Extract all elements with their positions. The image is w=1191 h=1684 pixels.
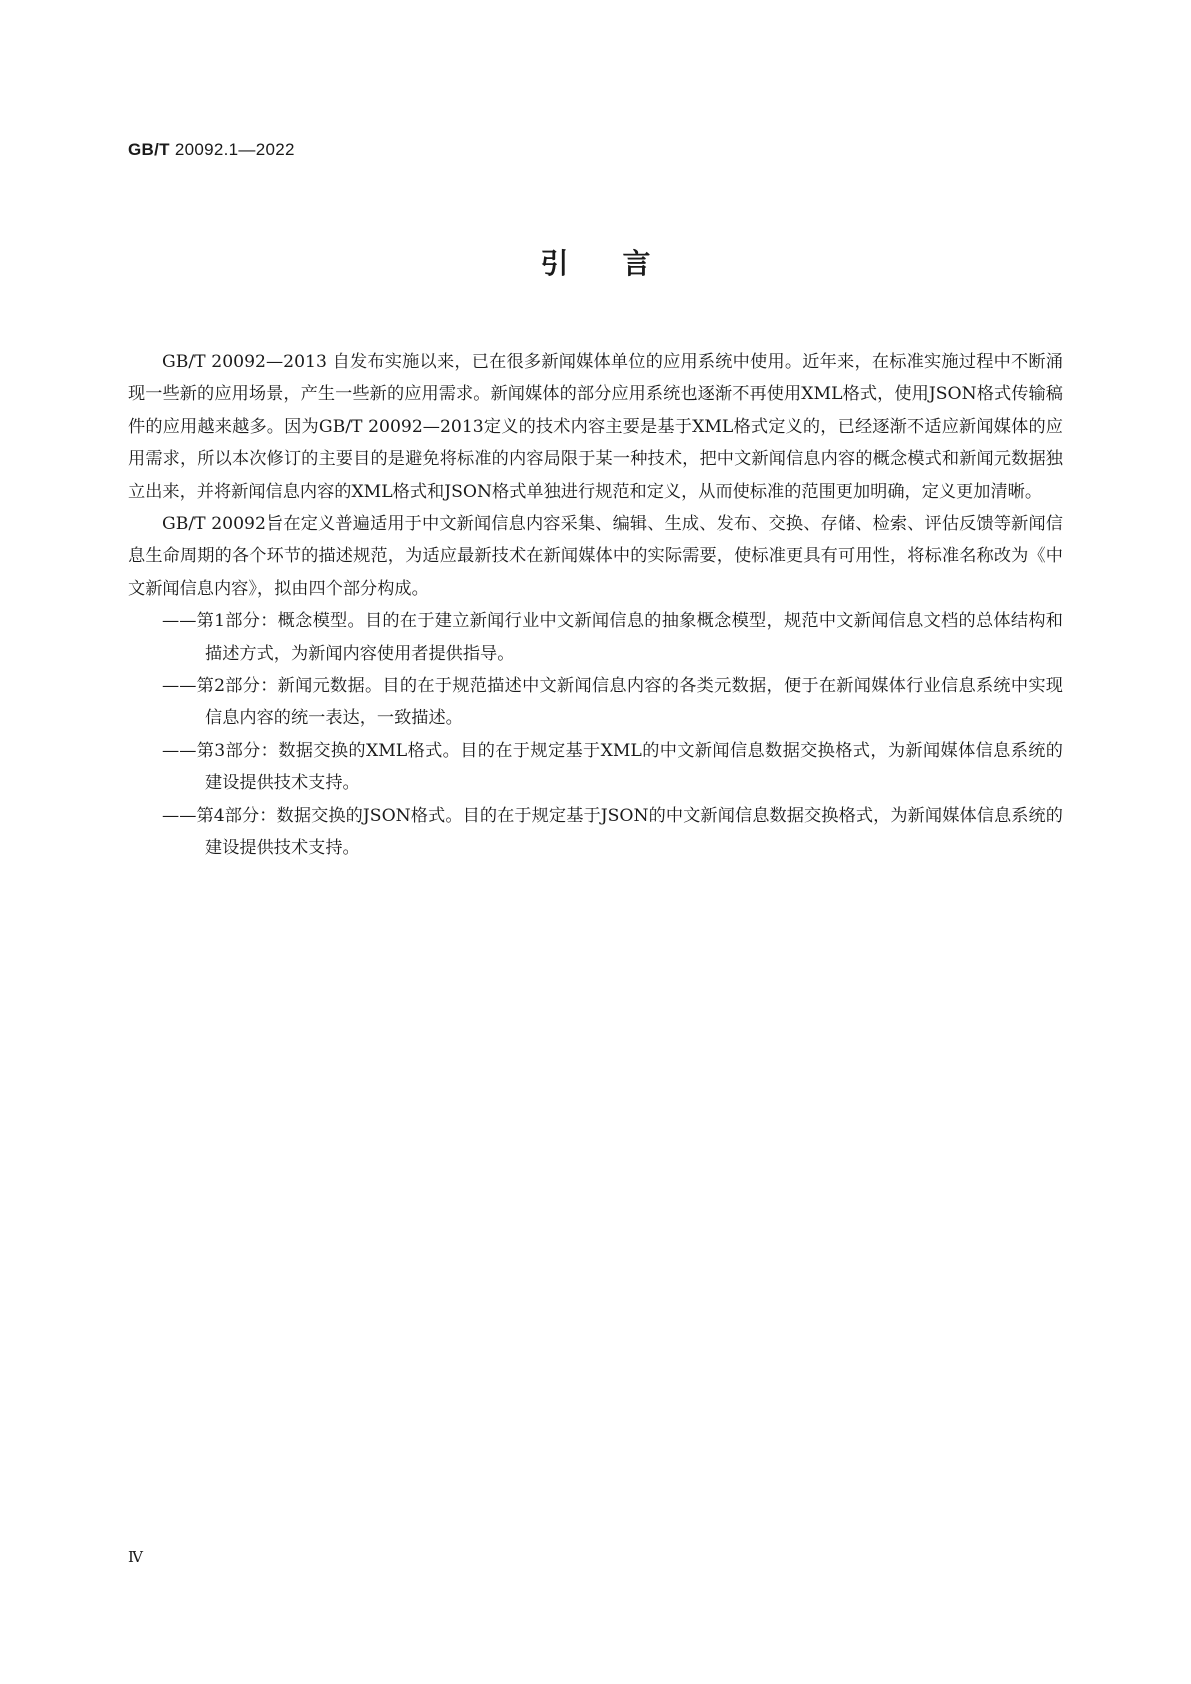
introduction-body xyxy=(128,346,1063,865)
intro-paragraph-1: GB/T 20092—2013 自发布实施以来，已在很多新闻媒体单位的应用系统中使用。近年来，在标准实施过程中不断涌现一些新的应用场景，产生一些新的应用需求。新闻媒体的部分应用系统也逐渐不再使用XML格式，使用JSON格式传输稿件的应用越来越多。因为GB/T 20092—2013定义的技术内容主要是基于XML格式定义的，已经逐渐不适应新闻媒体的应用需求，所以本次修订的主要目的是避免将标准的内容局限于某一种技术，把中文新闻信息内容的概念模式和新闻元数据独立出来，并将新闻信息内容的XML格式和JSON格式单独进行规范和定义，从而使标准的范围更加明确，定义更加清晰。 xyxy=(128,352,1063,502)
part-3-item: ——第3部分：数据交换的XML格式。目的在于规定基于XML的中文新闻信息数据交换格式，为新闻媒体信息系统的建设提供技术支持。 xyxy=(162,740,1063,794)
intro-paragraph-2: GB/T 20092旨在定义普遍适用于中文新闻信息内容采集、编辑、生成、发布、交换、存储、检索、评估反馈等新闻信息生命周期的各个环节的描述规范，为适应最新技术在新闻媒体中的实际需要，使标准更具有可用性，将标准名称改为《中文新闻信息内容》，拟由四个部分构成。 xyxy=(128,514,1063,599)
section-title: 引言 xyxy=(540,247,705,280)
document-code xyxy=(128,140,295,160)
page-number: Ⅳ xyxy=(128,1550,143,1566)
standard-number: 20092.1—2022 xyxy=(174,140,295,159)
part-2-item: ——第2部分：新闻元数据。目的在于规范描述中文新闻信息内容的各类元数据，便于在新闻媒体行业信息系统中实现信息内容的统一表达，一致描述。 xyxy=(162,676,1063,729)
part-1-item: ——第1部分：概念模型。目的在于建立新闻行业中文新闻信息的抽象概念模型，规范中文新闻信息文档的总体结构和描述方式，为新闻内容使用者提供指导。 xyxy=(162,611,1063,664)
standard-prefix: GB/T xyxy=(128,140,170,159)
part-4-item: ——第4部分：数据交换的JSON格式。目的在于规定基于JSON的中文新闻信息数据交换格式，为新闻媒体信息系统的建设提供技术支持。 xyxy=(162,805,1063,859)
